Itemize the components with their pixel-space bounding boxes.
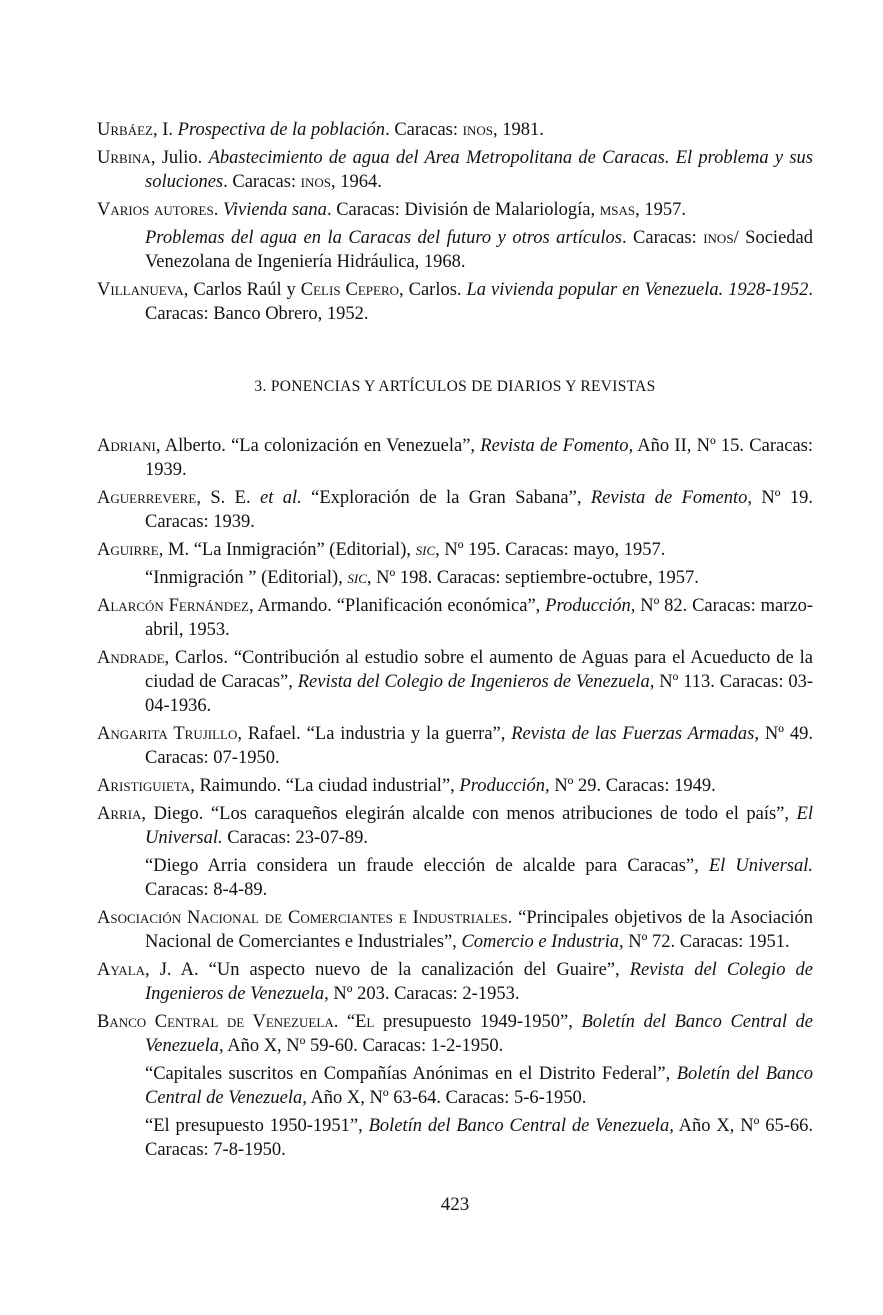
entry-text-segment: Angarita Trujillo	[97, 724, 238, 744]
bibliography-list-articles	[97, 434, 813, 1162]
entry-text-segment: . Caracas: División de Malariología,	[326, 200, 600, 220]
entry-text-segment: “Inmigración ” (Editorial),	[145, 568, 348, 588]
bibliography-entry	[97, 774, 813, 798]
entry-text-segment: , Rafael. “La industria y la guerra”,	[237, 724, 512, 744]
entry-text-segment: , Alberto. “La colonización en Venezuela”,	[155, 436, 481, 456]
bibliography-entry	[97, 1062, 813, 1110]
entry-text-segment: , S. E.	[196, 488, 260, 508]
entry-text-segment: et al.	[259, 488, 302, 508]
entry-text-segment: , Carlos Raúl y	[183, 280, 301, 300]
entry-text-segment: . Caracas:	[385, 120, 463, 140]
entry-text-segment: Nº 72. Caracas: 1951.	[623, 932, 790, 952]
entry-text-segment: “Exploración de la Gran Sabana”,	[301, 488, 591, 508]
entry-text-segment: “Capitales suscritos en Compañías Anónimas en el Distrito Federal”,	[145, 1064, 677, 1084]
entry-text-segment: Revista del Colegio de Ingenieros de Venezuela,	[297, 672, 655, 692]
entry-text-segment: , Julio.	[150, 148, 209, 168]
entry-text-segment: Nº 29. Caracas: 1949.	[549, 776, 716, 796]
bibliography-entry	[97, 566, 813, 590]
entry-text-segment: El Universal.	[708, 856, 813, 876]
bibliography-entry	[97, 646, 813, 718]
entry-text-segment: , 1964.	[331, 172, 382, 192]
entry-text-segment: / Sociedad Venezolana de Ingeniería Hidráulica, 1968.	[145, 228, 813, 272]
entry-text-segment: , I.	[152, 120, 178, 140]
entry-text-segment: Producción,	[459, 776, 550, 796]
entry-text-segment: , M. “La Inmigración” (Editorial),	[158, 540, 416, 560]
entry-text-segment: , Carlos. “Contribución al estudio sobre el aumento de Aguas para el Acueducto de la ciudad de Caracas”,	[145, 648, 813, 692]
entry-text-segment: Alarcón Fernández	[97, 596, 249, 616]
entry-text-segment: Urbáez	[97, 120, 153, 140]
entry-text-segment: inos	[703, 228, 734, 248]
entry-text-segment: Producción,	[545, 596, 636, 616]
entry-text-segment: Varios autores	[97, 200, 214, 220]
entry-text-segment: Caracas: 23-07-89.	[222, 828, 368, 848]
bibliography-entry	[97, 594, 813, 642]
page-number: 423	[440, 1194, 470, 1215]
entry-text-segment: Año II, Nº 15. Caracas: 1939.	[145, 436, 813, 480]
entry-text-segment: , Raimundo. “La ciudad industrial”,	[190, 776, 460, 796]
bibliography-entry	[97, 1114, 813, 1162]
entry-text-segment: , Nº 198. Caracas: septiembre-octubre, 1957.	[366, 568, 699, 588]
entry-text-segment: Ayala	[97, 960, 146, 980]
entry-text-segment: . Caracas:	[621, 228, 704, 248]
entry-text-segment: sic	[347, 568, 367, 588]
bibliography-entry	[97, 722, 813, 770]
entry-text-segment: “Diego Arria considera un fraude elección de alcalde para Caracas”,	[145, 856, 709, 876]
entry-text-segment: , J. A. “Un aspecto nuevo de la canalización del Guaire”,	[145, 960, 630, 980]
bibliography-entry	[97, 226, 813, 274]
entry-text-segment: Urbina	[97, 148, 151, 168]
entry-text-segment: .	[213, 200, 223, 220]
bibliography-entry	[97, 486, 813, 534]
entry-text-segment: Asociación Nacional de Comerciantes e Industriales	[97, 908, 508, 928]
entry-text-segment: Nº 82. Caracas: marzo-abril, 1953.	[145, 596, 813, 640]
entry-text-segment: Revista de Fomento,	[590, 488, 752, 508]
entry-text-segment: . Caracas:	[223, 172, 301, 192]
bibliography-entry	[97, 854, 813, 902]
entry-text-segment: Prospectiva de la población	[177, 120, 386, 140]
entry-text-segment: msas	[599, 200, 636, 220]
entry-text-segment: Villanueva	[97, 280, 184, 300]
entry-text-segment: , 1981.	[492, 120, 544, 140]
entry-text-segment: . “	[333, 1012, 356, 1032]
entry-text-segment: El	[355, 1012, 375, 1032]
entry-text-segment: Vivienda sana	[222, 200, 327, 220]
entry-text-segment: Año X, Nº 65-66. Caracas: 7-8-1950.	[145, 1116, 813, 1160]
entry-text-segment: Comercio e Industria,	[461, 932, 624, 952]
entry-text-segment: , Nº 195. Caracas: mayo, 1957.	[435, 540, 666, 560]
bibliography-entry	[97, 434, 813, 482]
entry-text-segment: Celis Cepero	[300, 280, 400, 300]
entry-text-segment: presupuesto 1949-1950”,	[374, 1012, 582, 1032]
entry-text-segment: , 1957.	[635, 200, 687, 220]
entry-text-segment: Banco Central de Venezuela	[97, 1012, 334, 1032]
entry-text-segment: Nº 19. Caracas: 1939.	[145, 488, 813, 532]
entry-text-segment: sic	[415, 540, 436, 560]
entry-text-segment: , Armando. “Planificación económica”,	[248, 596, 546, 616]
entry-text-segment: Nº 49. Caracas: 07-1950.	[145, 724, 813, 768]
bibliography-list-books	[97, 118, 813, 326]
entry-text-segment: Aguerrevere	[97, 488, 197, 508]
entry-text-segment: Nº 113. Caracas: 03-04-1936.	[145, 672, 813, 716]
bibliography-entry	[97, 958, 813, 1006]
bibliography-entry	[97, 802, 813, 850]
entry-text-segment: inos	[300, 172, 332, 192]
entry-text-segment: . “Principales objetivos de la Asociación Nacional de Comerciantes e Industriales”,	[145, 908, 813, 952]
entry-text-segment: Abastecimiento de agua del Area Metropolitana de Caracas. El problema y sus soluciones	[145, 148, 814, 192]
entry-text-segment: . Caracas: Banco Obrero, 1952.	[145, 280, 813, 324]
entry-text-segment: Andrade	[97, 648, 165, 668]
bibliography-entry	[97, 906, 813, 954]
bibliography-entry	[97, 198, 813, 222]
bibliography-entry	[97, 278, 813, 326]
entry-text-segment: , Carlos.	[399, 280, 467, 300]
entry-text-segment: Boletín del Banco Central de Venezuela,	[145, 1064, 814, 1108]
entry-text-segment: Boletín del Banco Central de Venezuela,	[368, 1116, 674, 1136]
entry-text-segment: Año X, Nº 59-60. Caracas: 1-2-1950.	[223, 1036, 504, 1056]
entry-text-segment: Revista de Fomento,	[480, 436, 634, 456]
entry-text-segment: inos	[462, 120, 493, 140]
entry-text-segment: Boletín del Banco Central de Venezuela,	[145, 1012, 813, 1056]
entry-text-segment: Aristiguieta	[97, 776, 191, 796]
bibliography-entry	[97, 538, 813, 562]
entry-text-segment: Problemas del agua en la Caracas del futuro y otros artículos	[145, 228, 622, 248]
bibliography-entry	[97, 118, 813, 142]
entry-text-segment: Adriani	[97, 436, 156, 456]
entry-text-segment: Caracas: 8-4-89.	[145, 880, 268, 900]
entry-text-segment: El Universal.	[145, 804, 813, 848]
bibliography-entry	[97, 146, 813, 194]
entry-text-segment: Revista de las Fuerzas Armadas,	[511, 724, 759, 744]
entry-text-segment: Revista del Colegio de Ingenieros de Venezuela,	[145, 960, 813, 1004]
entry-text-segment: La vivienda popular en Venezuela. 1928-1952	[466, 280, 809, 300]
section-heading: 3. PONENCIAS Y ARTÍCULOS DE DIARIOS Y REVISTAS	[254, 378, 656, 395]
entry-text-segment: Aguirre	[97, 540, 159, 560]
entry-text-segment: Nº 203. Caracas: 2-1953.	[328, 984, 520, 1004]
bibliography-entry	[97, 1010, 813, 1058]
entry-text-segment: Año X, Nº 63-64. Caracas: 5-6-1950.	[306, 1088, 587, 1108]
entry-text-segment: “El presupuesto 1950-1951”,	[145, 1116, 369, 1136]
entry-text-segment: Arria	[97, 804, 142, 824]
entry-text-segment: , Diego. “Los caraqueños elegirán alcalde con menos atribuciones de todo el país”,	[141, 804, 797, 824]
